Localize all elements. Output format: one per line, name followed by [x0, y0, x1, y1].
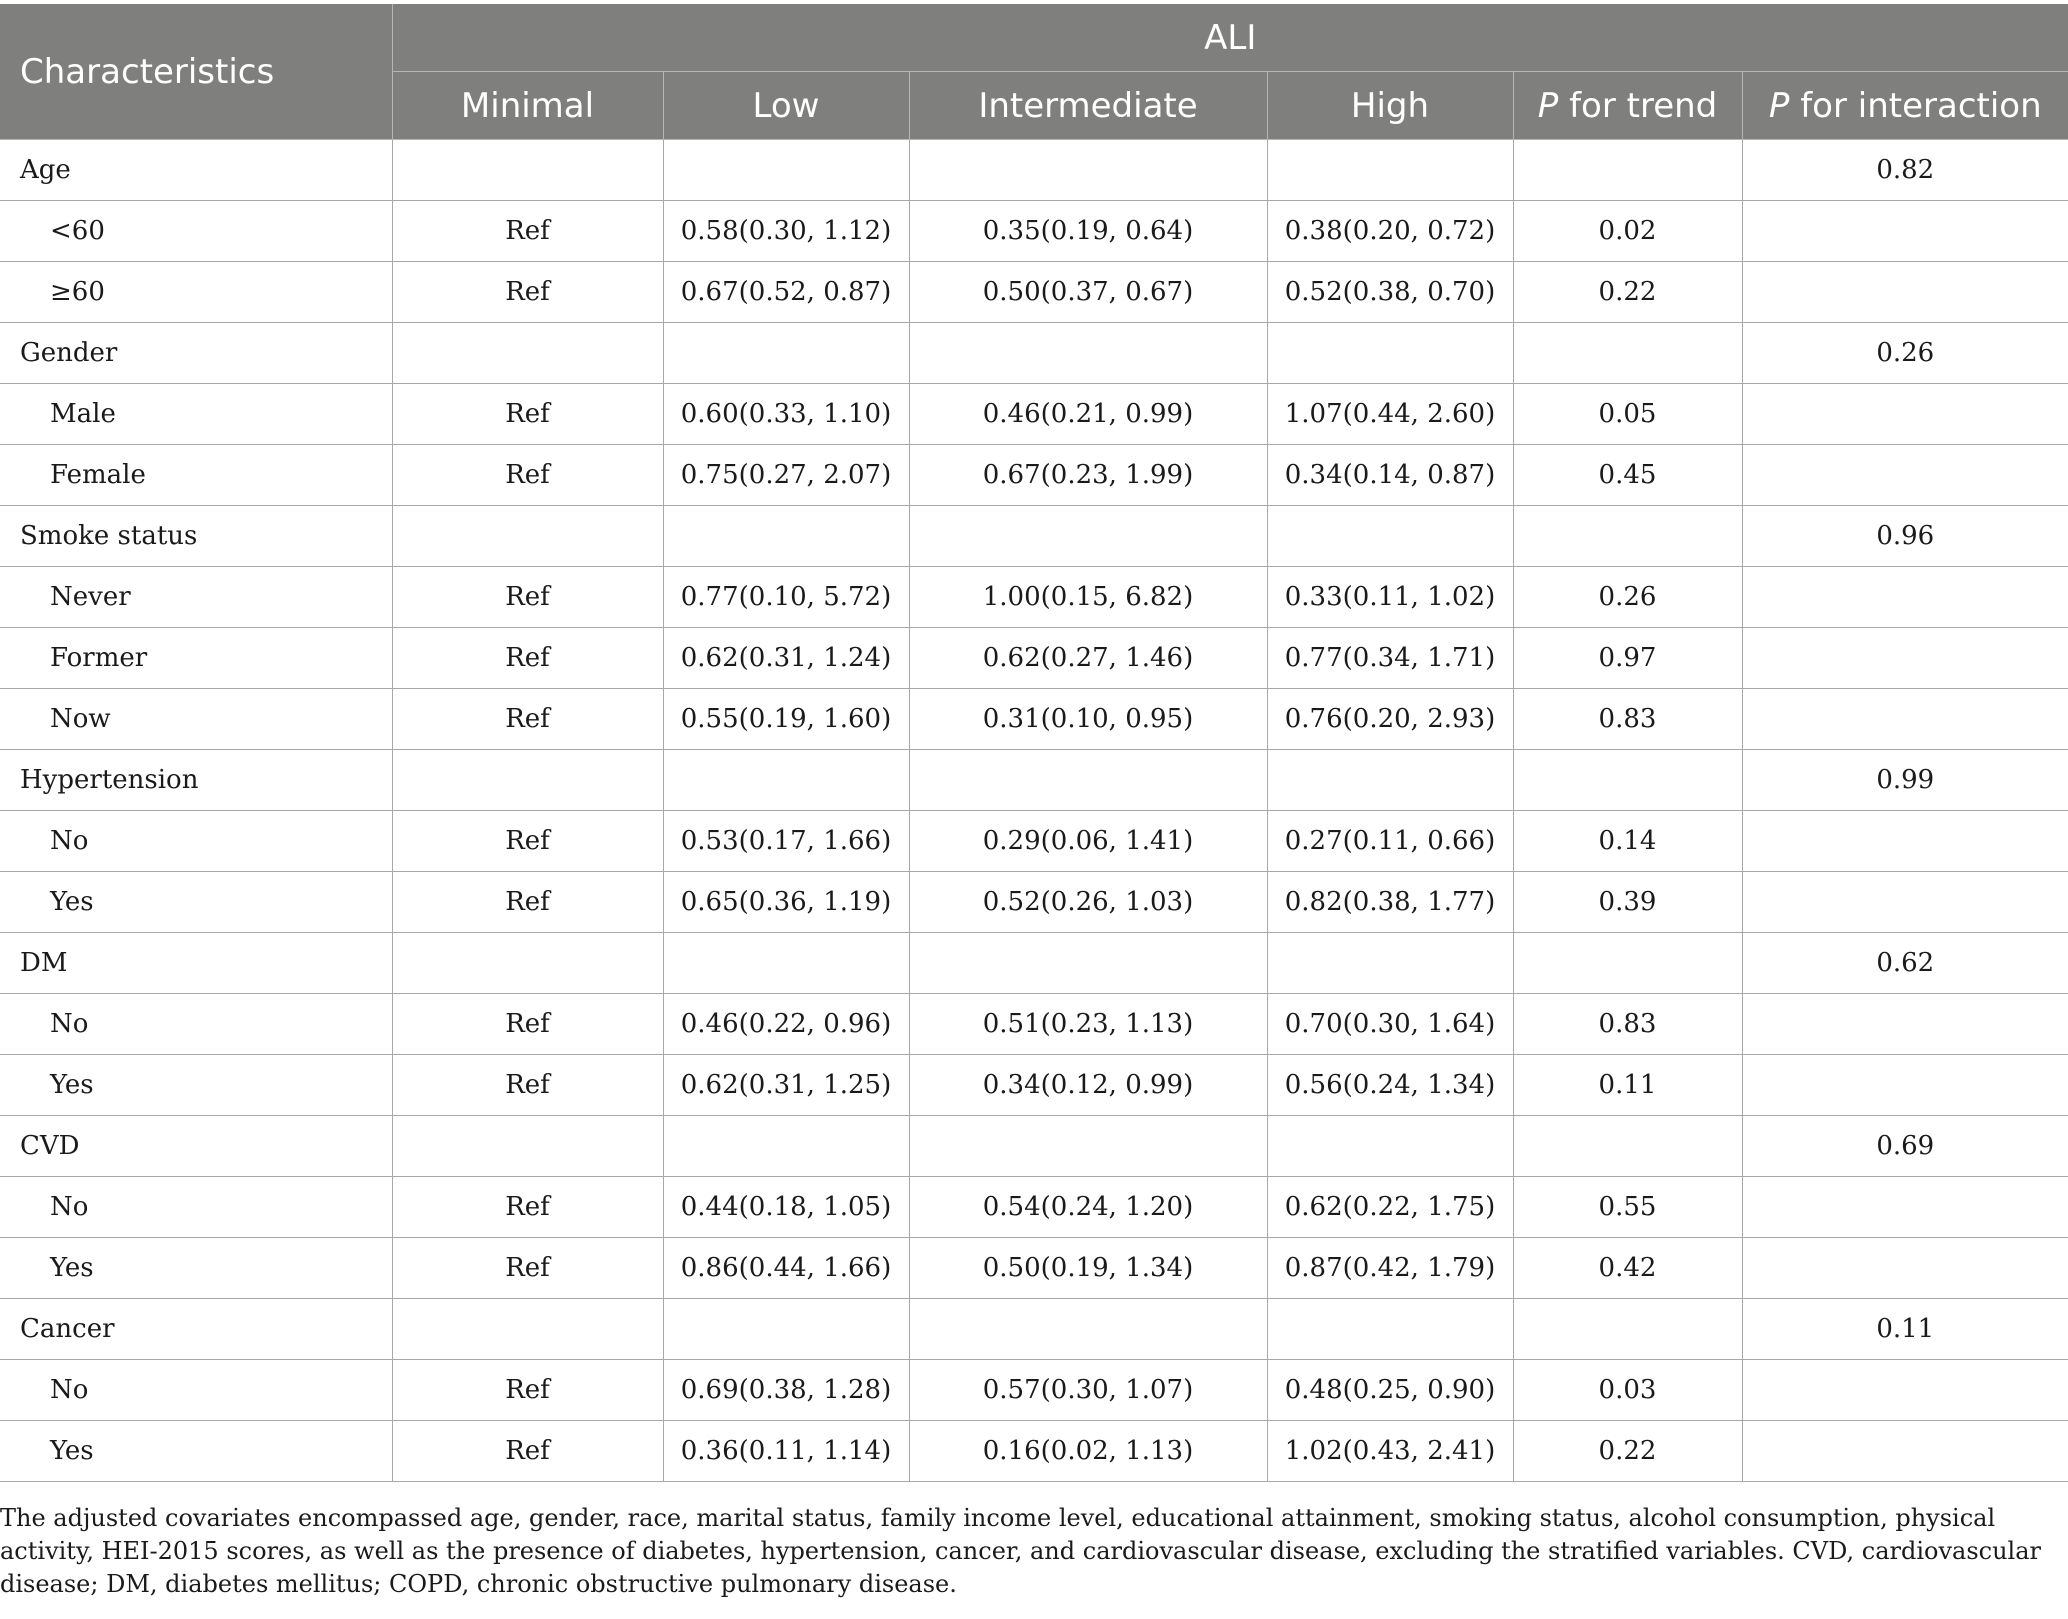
high-cell: 0.70(0.30, 1.64) — [1267, 994, 1513, 1055]
ali-group-header: ALI — [392, 4, 2068, 72]
p-interaction-cell: 0.69 — [1742, 1116, 2068, 1177]
p-trend-cell: 0.22 — [1513, 262, 1742, 323]
p-trend-cell: 0.83 — [1513, 994, 1742, 1055]
intermediate-cell: 0.62(0.27, 1.46) — [909, 628, 1267, 689]
intermediate-cell — [909, 1299, 1267, 1360]
low-cell: 0.62(0.31, 1.25) — [663, 1055, 909, 1116]
low-cell — [663, 506, 909, 567]
p-trend-cell: 0.45 — [1513, 445, 1742, 506]
p-interaction-cell — [1742, 872, 2068, 933]
p-interaction-rest: for interaction — [1789, 85, 2042, 126]
high-cell — [1267, 140, 1513, 201]
p-interaction-cell: 0.82 — [1742, 140, 2068, 201]
minimal-cell: Ref — [392, 1360, 663, 1421]
p-trend-cell — [1513, 933, 1742, 994]
intermediate-cell: 1.00(0.15, 6.82) — [909, 567, 1267, 628]
row-label: Now — [0, 689, 392, 750]
p-trend-cell — [1513, 140, 1742, 201]
table-footnote: The adjusted covariates encompassed age, gender, race, marital status, family income level, educational attainment, smoking status, alcohol consumption, physical activity, HEI-2015 scores, as well as the presence of diabetes, hypertension, cancer, and cardiovascular disease, excluding the stratified variables. CVD, cardiovascular disease; DM, diabetes mellitus; COPD, chronic obstructive pulmonary disease. — [0, 1504, 2042, 1598]
intermediate-cell: 0.29(0.06, 1.41) — [909, 811, 1267, 872]
high-cell: 0.33(0.11, 1.02) — [1267, 567, 1513, 628]
minimal-cell: Ref — [392, 201, 663, 262]
table-row — [0, 628, 2068, 689]
intermediate-cell: 0.57(0.30, 1.07) — [909, 1360, 1267, 1421]
low-cell — [663, 750, 909, 811]
low-cell — [663, 140, 909, 201]
table-row — [0, 1238, 2068, 1299]
intermediate-cell: 0.31(0.10, 0.95) — [909, 689, 1267, 750]
minimal-cell: Ref — [392, 1238, 663, 1299]
minimal-cell: Ref — [392, 628, 663, 689]
table-row — [0, 1177, 2068, 1238]
p-interaction-cell: 0.26 — [1742, 323, 2068, 384]
high-cell: 1.07(0.44, 2.60) — [1267, 384, 1513, 445]
row-label: Former — [0, 628, 392, 689]
high-cell: 0.62(0.22, 1.75) — [1267, 1177, 1513, 1238]
table-row — [0, 445, 2068, 506]
table-header — [0, 4, 2068, 140]
high-cell: 0.38(0.20, 0.72) — [1267, 201, 1513, 262]
minimal-cell — [392, 323, 663, 384]
p-interaction-italic: P — [1768, 85, 1790, 126]
p-trend-cell — [1513, 323, 1742, 384]
intermediate-cell — [909, 323, 1267, 384]
table-row — [0, 567, 2068, 628]
row-label: No — [0, 811, 392, 872]
minimal-header: Minimal — [392, 72, 663, 140]
row-label: Male — [0, 384, 392, 445]
p-interaction-cell: 0.62 — [1742, 933, 2068, 994]
p-trend-cell — [1513, 1299, 1742, 1360]
intermediate-cell — [909, 506, 1267, 567]
low-cell: 0.60(0.33, 1.10) — [663, 384, 909, 445]
low-cell: 0.58(0.30, 1.12) — [663, 201, 909, 262]
p-interaction-cell — [1742, 1421, 2068, 1482]
p-trend-rest: for trend — [1558, 85, 1718, 126]
p-trend-cell: 0.39 — [1513, 872, 1742, 933]
intermediate-header: Intermediate — [909, 72, 1267, 140]
table-row — [0, 1360, 2068, 1421]
intermediate-cell: 0.16(0.02, 1.13) — [909, 1421, 1267, 1482]
p-trend-cell: 0.97 — [1513, 628, 1742, 689]
row-label: Never — [0, 567, 392, 628]
high-cell: 0.56(0.24, 1.34) — [1267, 1055, 1513, 1116]
intermediate-cell: 0.67(0.23, 1.99) — [909, 445, 1267, 506]
row-label: Hypertension — [0, 750, 392, 811]
high-cell — [1267, 750, 1513, 811]
p-interaction-header — [1742, 72, 2068, 140]
row-label: Gender — [0, 323, 392, 384]
p-trend-cell — [1513, 750, 1742, 811]
p-trend-cell: 0.05 — [1513, 384, 1742, 445]
row-label: Yes — [0, 872, 392, 933]
p-trend-cell — [1513, 1116, 1742, 1177]
p-interaction-cell — [1742, 1055, 2068, 1116]
table-row — [0, 1299, 2068, 1360]
intermediate-cell: 0.51(0.23, 1.13) — [909, 994, 1267, 1055]
table-row — [0, 872, 2068, 933]
p-trend-cell: 0.22 — [1513, 1421, 1742, 1482]
row-label: Smoke status — [0, 506, 392, 567]
low-cell: 0.69(0.38, 1.28) — [663, 1360, 909, 1421]
row-label: Female — [0, 445, 392, 506]
table-row — [0, 1055, 2068, 1116]
minimal-cell: Ref — [392, 994, 663, 1055]
row-label: ≥60 — [0, 262, 392, 323]
high-cell: 1.02(0.43, 2.41) — [1267, 1421, 1513, 1482]
intermediate-cell: 0.52(0.26, 1.03) — [909, 872, 1267, 933]
high-cell: 0.52(0.38, 0.70) — [1267, 262, 1513, 323]
low-cell: 0.46(0.22, 0.96) — [663, 994, 909, 1055]
table-row — [0, 689, 2068, 750]
low-cell — [663, 933, 909, 994]
p-interaction-cell — [1742, 1177, 2068, 1238]
table-row — [0, 262, 2068, 323]
characteristics-header: Characteristics — [0, 4, 392, 140]
intermediate-cell: 0.54(0.24, 1.20) — [909, 1177, 1267, 1238]
row-label: Yes — [0, 1055, 392, 1116]
p-interaction-cell — [1742, 445, 2068, 506]
p-interaction-cell: 0.96 — [1742, 506, 2068, 567]
table-row — [0, 506, 2068, 567]
minimal-cell — [392, 1116, 663, 1177]
p-trend-cell: 0.14 — [1513, 811, 1742, 872]
high-cell: 0.34(0.14, 0.87) — [1267, 445, 1513, 506]
row-label: No — [0, 1360, 392, 1421]
table-row — [0, 201, 2068, 262]
header-row-1 — [0, 4, 2068, 72]
low-cell: 0.75(0.27, 2.07) — [663, 445, 909, 506]
table-body — [0, 140, 2068, 1482]
row-label: Cancer — [0, 1299, 392, 1360]
row-label: DM — [0, 933, 392, 994]
table-row — [0, 1421, 2068, 1482]
minimal-cell: Ref — [392, 262, 663, 323]
minimal-cell: Ref — [392, 1421, 663, 1482]
p-trend-cell: 0.42 — [1513, 1238, 1742, 1299]
row-label: No — [0, 994, 392, 1055]
row-label: Yes — [0, 1238, 392, 1299]
low-cell: 0.55(0.19, 1.60) — [663, 689, 909, 750]
p-trend-cell: 0.03 — [1513, 1360, 1742, 1421]
minimal-cell — [392, 140, 663, 201]
p-trend-cell: 0.02 — [1513, 201, 1742, 262]
intermediate-cell: 0.34(0.12, 0.99) — [909, 1055, 1267, 1116]
p-interaction-cell — [1742, 811, 2068, 872]
high-cell: 0.87(0.42, 1.79) — [1267, 1238, 1513, 1299]
p-trend-italic: P — [1537, 85, 1559, 126]
minimal-cell: Ref — [392, 445, 663, 506]
minimal-cell: Ref — [392, 384, 663, 445]
minimal-cell: Ref — [392, 1177, 663, 1238]
p-trend-cell — [1513, 506, 1742, 567]
p-interaction-cell — [1742, 201, 2068, 262]
minimal-cell: Ref — [392, 811, 663, 872]
high-cell — [1267, 323, 1513, 384]
low-cell: 0.65(0.36, 1.19) — [663, 872, 909, 933]
low-cell: 0.36(0.11, 1.14) — [663, 1421, 909, 1482]
p-trend-header — [1513, 72, 1742, 140]
row-label: Age — [0, 140, 392, 201]
p-trend-cell: 0.55 — [1513, 1177, 1742, 1238]
low-cell: 0.77(0.10, 5.72) — [663, 567, 909, 628]
intermediate-cell: 0.46(0.21, 0.99) — [909, 384, 1267, 445]
minimal-cell: Ref — [392, 872, 663, 933]
table-row — [0, 750, 2068, 811]
intermediate-cell — [909, 140, 1267, 201]
row-label: CVD — [0, 1116, 392, 1177]
p-interaction-cell — [1742, 567, 2068, 628]
low-cell — [663, 1299, 909, 1360]
minimal-cell — [392, 1299, 663, 1360]
low-cell: 0.44(0.18, 1.05) — [663, 1177, 909, 1238]
high-cell — [1267, 1299, 1513, 1360]
row-label: No — [0, 1177, 392, 1238]
p-interaction-cell — [1742, 1238, 2068, 1299]
minimal-cell — [392, 933, 663, 994]
table-row — [0, 384, 2068, 445]
minimal-cell: Ref — [392, 567, 663, 628]
high-cell: 0.82(0.38, 1.77) — [1267, 872, 1513, 933]
high-cell — [1267, 1116, 1513, 1177]
high-cell: 0.48(0.25, 0.90) — [1267, 1360, 1513, 1421]
low-cell: 0.67(0.52, 0.87) — [663, 262, 909, 323]
p-interaction-cell — [1742, 384, 2068, 445]
p-interaction-cell: 0.11 — [1742, 1299, 2068, 1360]
p-trend-cell: 0.11 — [1513, 1055, 1742, 1116]
low-header: Low — [663, 72, 909, 140]
table-row — [0, 811, 2068, 872]
table-row — [0, 933, 2068, 994]
minimal-cell: Ref — [392, 1055, 663, 1116]
results-table — [0, 4, 2068, 1482]
intermediate-cell: 0.50(0.37, 0.67) — [909, 262, 1267, 323]
high-cell — [1267, 933, 1513, 994]
intermediate-cell — [909, 1116, 1267, 1177]
intermediate-cell — [909, 750, 1267, 811]
row-label: <60 — [0, 201, 392, 262]
minimal-cell — [392, 506, 663, 567]
high-cell — [1267, 506, 1513, 567]
high-header: High — [1267, 72, 1513, 140]
low-cell: 0.53(0.17, 1.66) — [663, 811, 909, 872]
p-interaction-cell: 0.99 — [1742, 750, 2068, 811]
minimal-cell: Ref — [392, 689, 663, 750]
minimal-cell — [392, 750, 663, 811]
low-cell: 0.86(0.44, 1.66) — [663, 1238, 909, 1299]
p-trend-cell: 0.83 — [1513, 689, 1742, 750]
table-row — [0, 323, 2068, 384]
high-cell: 0.77(0.34, 1.71) — [1267, 628, 1513, 689]
p-interaction-cell — [1742, 1360, 2068, 1421]
table-row — [0, 994, 2068, 1055]
intermediate-cell: 0.50(0.19, 1.34) — [909, 1238, 1267, 1299]
low-cell — [663, 323, 909, 384]
p-interaction-cell — [1742, 994, 2068, 1055]
table-row — [0, 1116, 2068, 1177]
high-cell: 0.76(0.20, 2.93) — [1267, 689, 1513, 750]
low-cell — [663, 1116, 909, 1177]
intermediate-cell: 0.35(0.19, 0.64) — [909, 201, 1267, 262]
low-cell: 0.62(0.31, 1.24) — [663, 628, 909, 689]
high-cell: 0.27(0.11, 0.66) — [1267, 811, 1513, 872]
intermediate-cell — [909, 933, 1267, 994]
p-interaction-cell — [1742, 689, 2068, 750]
row-label: Yes — [0, 1421, 392, 1482]
p-trend-cell: 0.26 — [1513, 567, 1742, 628]
p-interaction-cell — [1742, 628, 2068, 689]
p-interaction-cell — [1742, 262, 2068, 323]
table-row — [0, 140, 2068, 201]
